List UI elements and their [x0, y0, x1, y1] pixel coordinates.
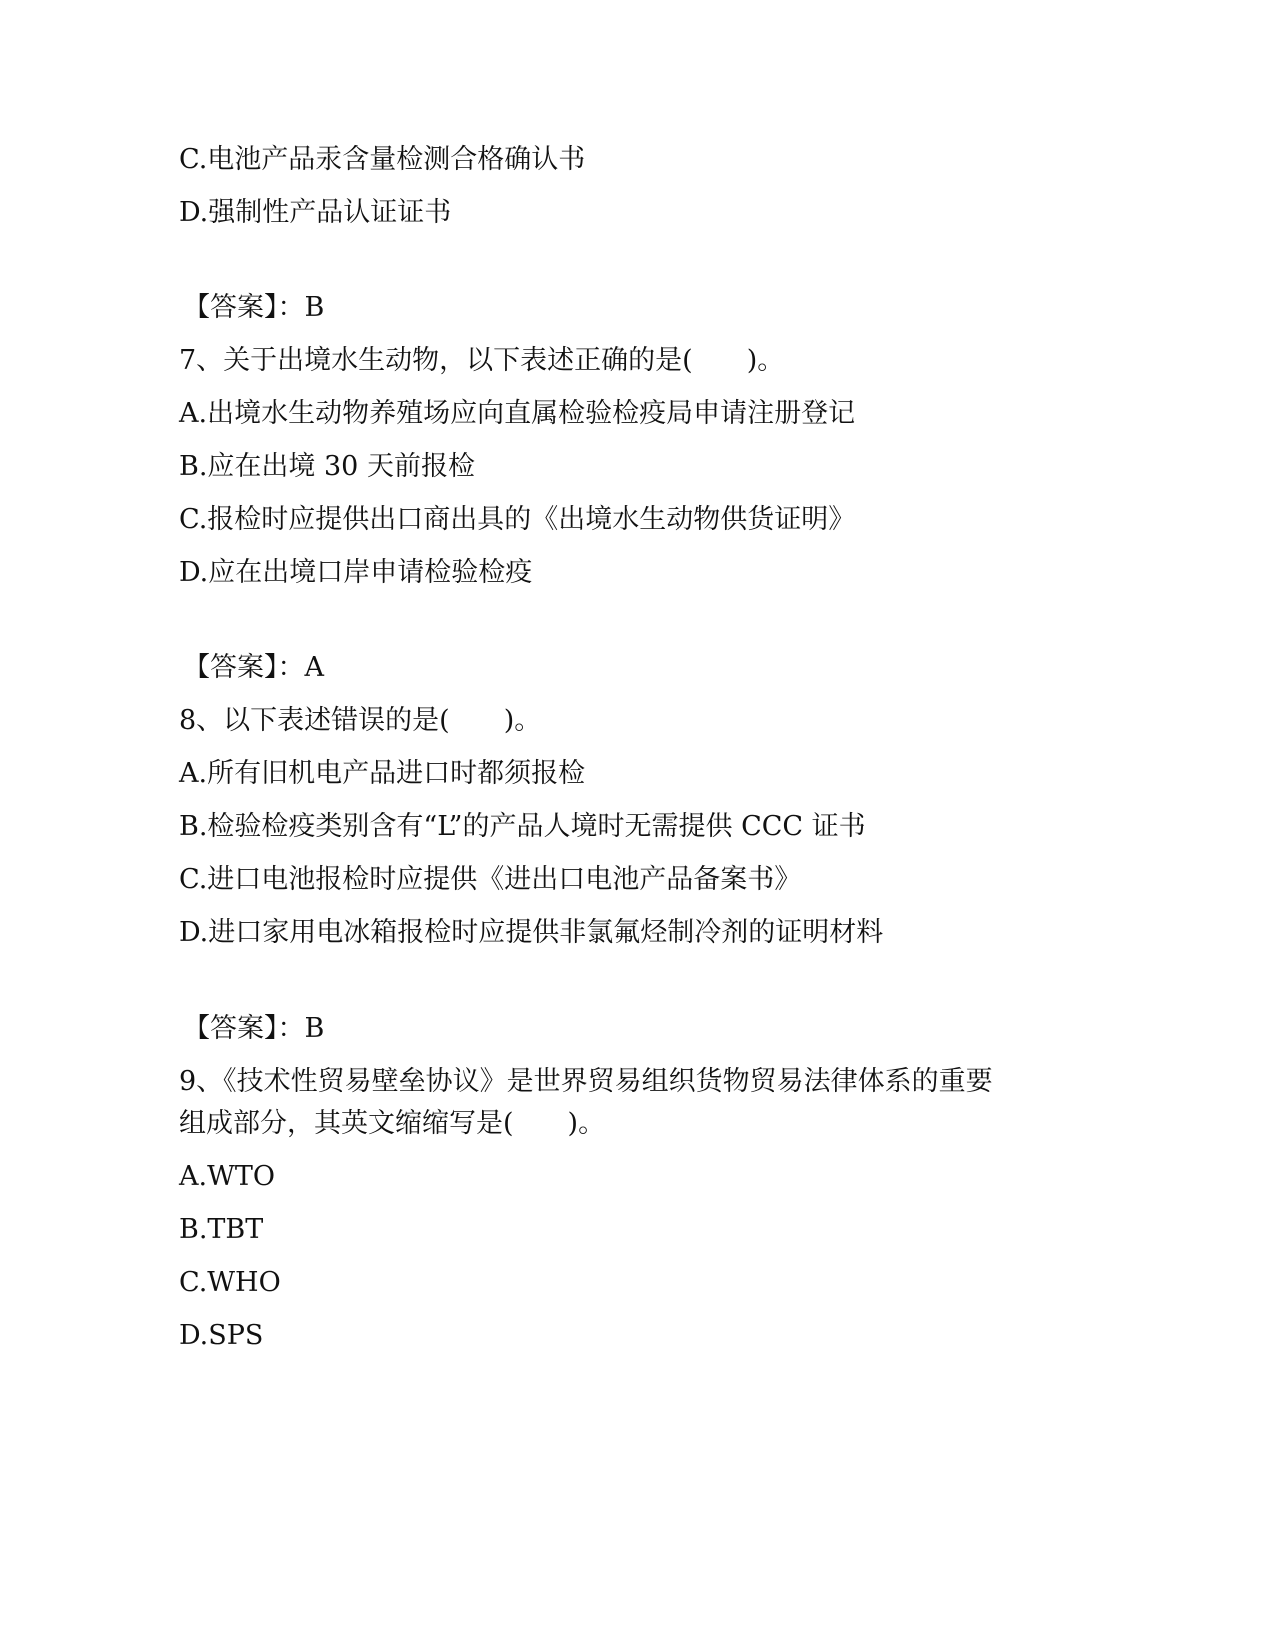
- q7-option-a: A.出境水生动物养殖场应向直属检验检疫局申请注册登记: [179, 398, 856, 429]
- q7-answer: 【答案】：A: [183, 652, 324, 683]
- q9-option-a: A.WTO: [179, 1161, 275, 1192]
- q7-option-c: C.报检时应提供出口商出具的《出境水生动物供货证明》: [179, 504, 856, 535]
- q8-option-d: D.进口家用电冰箱报检时应提供非氯氟烃制冷剂的证明材料: [179, 917, 884, 948]
- q8-option-c: C.进口电池报检时应提供《进出口电池产品备案书》: [179, 864, 802, 895]
- q6-option-c: C.电池产品汞含量检测合格确认书: [179, 144, 586, 175]
- q9-option-d: D.SPS: [179, 1320, 264, 1351]
- q7-option-d: D.应在出境口岸申请检验检疫: [179, 557, 533, 588]
- q8-option-b: B.检验检疫类别含有“L”的产品人境时无需提供 CCC 证书: [179, 811, 866, 842]
- q7-option-b: B.应在出境 30 天前报检: [179, 451, 475, 482]
- q9-stem-line-2: 组成部分，其英文缩缩写是( )。: [179, 1108, 606, 1139]
- q8-stem: 8、以下表述错误的是( )。: [179, 705, 542, 736]
- q9-stem-line-1: 9、《技术性贸易壁垒协议》是世界贸易组织货物贸易法律体系的重要: [179, 1066, 993, 1097]
- q8-answer: 【答案】：B: [183, 1013, 325, 1044]
- q6-answer: 【答案】：B: [183, 292, 325, 323]
- q9-option-c: C.WHO: [179, 1267, 281, 1298]
- q6-option-d: D.强制性产品认证证书: [179, 197, 452, 228]
- q9-option-b: B.TBT: [179, 1214, 264, 1245]
- q7-stem: 7、关于出境水生动物，以下表述正确的是( )。: [179, 345, 785, 376]
- q8-option-a: A.所有旧机电产品进口时都须报检: [179, 758, 586, 789]
